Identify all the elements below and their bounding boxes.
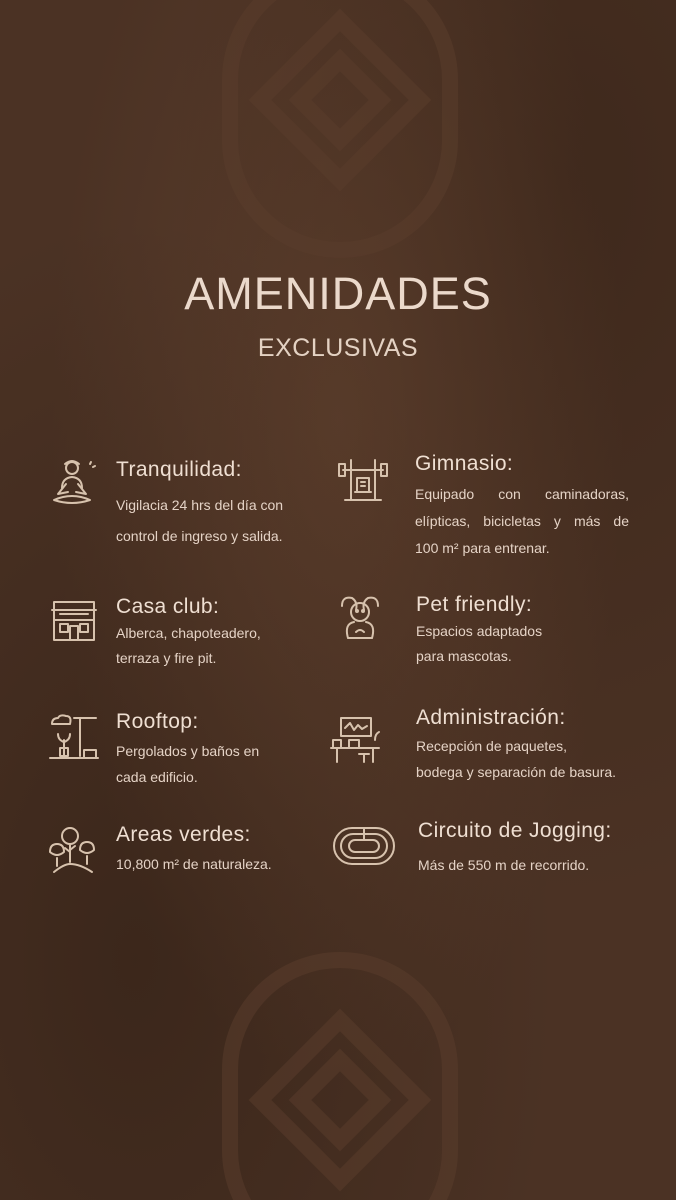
amenity-desc-line: Recepción de paquetes, — [416, 738, 567, 754]
diamond-ornament-icon — [0, 0, 676, 280]
office-desk-icon — [329, 714, 381, 766]
amenity-desc-line: Vigilacia 24 hrs del día con — [116, 497, 284, 513]
amenity-desc-line: elípticas, bicicletas y más de — [415, 513, 629, 529]
amenity-desc-line: Equipado con caminadoras, — [415, 486, 629, 502]
running-track-icon — [331, 820, 397, 872]
amenity-desc-line: control de ingreso y salida. — [116, 528, 283, 544]
amenity-desc-line: 10,800 m² de naturaleza. — [116, 856, 272, 872]
amenity-desc-line: cada edificio. — [116, 769, 198, 785]
amenity-name: Administración: — [416, 706, 566, 729]
amenity-desc-line: 100 m² para entrenar. — [415, 540, 550, 556]
rooftop-pergola-icon — [48, 712, 100, 764]
diamond-ornament-icon — [0, 940, 676, 1200]
clubhouse-icon — [48, 596, 100, 648]
page-title: AMENIDADES — [184, 268, 492, 319]
amenity-name: Casa club: — [116, 595, 220, 618]
amenity-desc-line: Alberca, chapoteadero, — [116, 625, 261, 641]
amenity-name: Tranquilidad: — [116, 458, 242, 481]
trees-icon — [46, 824, 98, 876]
amenity-desc-line: terraza y fire pit. — [116, 650, 217, 666]
amenity-desc-line: Pergolados y baños en — [116, 743, 260, 759]
amenity-desc-line: bodega y separación de basura. — [416, 764, 617, 780]
pet-dog-icon — [334, 592, 386, 644]
page-subtitle: EXCLUSIVAS — [257, 334, 419, 362]
weightlifting-rack-icon — [337, 454, 389, 506]
amenity-desc-line: Espacios adaptados — [416, 623, 543, 639]
amenity-name: Gimnasio: — [415, 452, 514, 475]
amenity-name: Rooftop: — [116, 710, 199, 733]
amenity-name: Circuito de Jogging: — [418, 819, 612, 842]
amenity-name: Pet friendly: — [416, 593, 533, 616]
amenity-desc-line: para mascotas. — [416, 648, 512, 664]
amenity-name: Areas verdes: — [116, 823, 251, 846]
amenity-desc-line: Más de 550 m de recorrido. — [418, 857, 590, 873]
meditation-person-icon — [48, 456, 100, 508]
